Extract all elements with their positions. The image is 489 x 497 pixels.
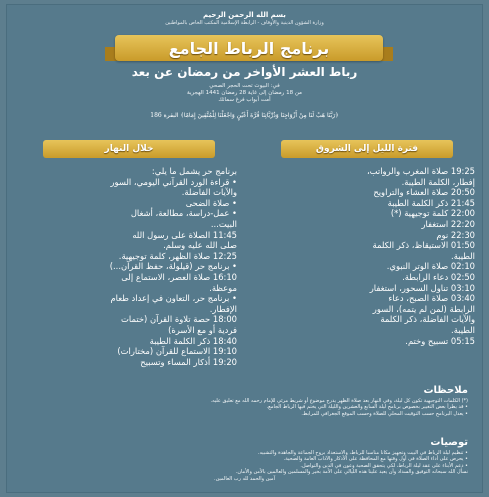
schedule-line: • برنامج حر، التعاون في إعداد طعام [110, 293, 237, 304]
schedule-line: 20:50 صلاة العشاء والتراويح [373, 187, 475, 198]
schedule-line: إفطار، الكلمة الطيبة. [401, 176, 475, 187]
schedule-line: • برنامج حر (قيلولة، حفظ القرآن...) [109, 261, 237, 272]
schedule-line: فردية أو مع الأسرة) [168, 324, 237, 335]
note-line: • قد يطرأ بعض التغيير بخصوص برنامج ليلة السابع والعشرين والليلة التي يختم فيها الرباط الجامع. [266, 404, 468, 411]
night-column [251, 140, 483, 360]
page-subtitle: رباط العشر الأواخر من رمضان عن بعد [131, 65, 358, 79]
schedule-line: 19:20 أذكار المساء وتسبيح [140, 356, 237, 367]
schedule-line: 18:40 ذكر الكلمة الطيبة [149, 335, 237, 346]
schedule-line: • عمل-دراسة، مطالعة، أشغال [130, 208, 237, 219]
schedule-line: صلى الله عليه وسلم. [163, 240, 237, 251]
schedule-line: • قراءة الورد القرآني اليومي، السور [110, 176, 237, 187]
day-column [13, 140, 245, 367]
schedule-line: الرابطة (لمن لم يتمه)، السور [372, 303, 475, 314]
schedule-line: والآيات الفاضلة. [181, 187, 237, 198]
schedule-line: 19:25 صلاة المغرب والرواتب، [366, 166, 475, 176]
note-line: • يعدل البرنامج حسب التوقيت المحلي للصلاة وحسب الموقع الجغرافي للمرابط. [301, 410, 468, 417]
schedule-line: 02:10 صلاة الوتر النبوي. [386, 261, 475, 272]
program-card [6, 4, 483, 493]
schedule-line: الطيبة. [451, 324, 475, 335]
schedule-line: 22:00 كلمة توجيهية (*) [390, 208, 475, 219]
schedule-line: 03:10 تناول السحور، استغفار [369, 282, 475, 293]
schedule-line: 01:50 الاستيقاظ، ذكر الكلمة [372, 240, 475, 251]
schedule-line: 21:45 ذكر الكلمة الطيبة [387, 197, 475, 208]
night-schedule [251, 166, 483, 346]
schedule-line: 03:40 صلاة الصبح، دعاء [388, 293, 475, 304]
schedule-line: • صلاة الضحى [185, 197, 237, 208]
schedule-line: 22:20 استغفار [421, 218, 475, 229]
schedule-line: 11:45 الصلاة على رسول الله [132, 229, 237, 240]
night-column-heading: فترة الليل إلى الشروق [281, 140, 453, 158]
day-schedule [13, 166, 245, 367]
recommendation-line: • دعم الأبناء على عقد ليلة الرباط، لكي يتحقق الصحبة وعون في الدين والتواصل. [300, 462, 468, 469]
schedule-line: البيت... [210, 218, 237, 229]
schedule-line: موعظة. [209, 282, 237, 293]
schedule-line: برنامج حر يشمل ما يلي: [151, 166, 237, 176]
recommendation-line: • تنظيم ليلة الرباط في البيت وتجهيز مكانا مناسبا للرباط، والاستعداد بروح الجماعة والجاهدة والتشبيه. [257, 450, 468, 456]
notes-heading: ملاحظات [423, 385, 468, 396]
recommendations-heading: توصيات [430, 437, 468, 448]
schedule-line: والآيات الفاضلة، ذكر الكلمة [380, 314, 475, 325]
schedule-line: 18:00 حصة تلاوة القرآن (ختمات [121, 314, 237, 325]
schedule-line: 22:30 نوم [436, 229, 475, 240]
schedule-line: 02:50 دعاء الرابطة. [402, 271, 475, 282]
schedule-line: 16:10 صلاة العصر، الاستماع إلى [121, 271, 237, 282]
basmala: بسم الله الرحمن الرحيم [203, 11, 286, 19]
organization-subhead: وزارة الشؤون الدينية والأوقاف - الرابطة الإسلامية المكتب الخاص بالمواطنين [165, 20, 324, 26]
page-title: برنامج الرباط الجامع [168, 38, 330, 58]
schedule-line: الطيبة. [451, 250, 475, 261]
closing-line: آمين والحمد لله رب العالمين. [214, 475, 275, 482]
schedule-line: 05:15 تسبيح وختم. [405, 335, 475, 346]
meta-block [7, 83, 482, 104]
schedule-line: 19:10 الاستماع للقرآن (مختارات) [117, 346, 237, 357]
recommendation-line: • يحرص على أداء الصلاة في أول وقتها مع المحافظة على الأذكار والآداب العامة والصحية. [283, 456, 468, 463]
note-line: (*) الكلمات التوجيهية تكون كل ليلة، وفي النهار بعد صلاة الظهر يدرج موضوع أو شريط مرئي للإمام رحمه الله مع تعليق عليه. [210, 398, 468, 404]
meta-note: أمت أبواب فرغ سمائك [218, 97, 271, 103]
meta-dates: من 18 رمضان إلى غاية 28 رمضان 1441 الهجرية [187, 90, 302, 96]
title-banner [115, 35, 383, 61]
schedule-line: 12:25 صلاة الظهر، كلمة توجيهية. [118, 250, 237, 261]
meta-location: في: البيوت تحت الحجر الصحي [209, 83, 280, 89]
day-column-heading: خلال النهار [43, 140, 215, 158]
notes-block [21, 398, 468, 417]
recommendations-block [21, 450, 468, 482]
quran-verse: ﴿رَبَّنَا هَبْ لَنَا مِنْ أَزْوَاجِنَا وَذُرِّيَّاتِنَا قُرَّةَ أَعْيُنٍ وَاجْعَلْنَا لِلْمُتَّقِينَ إِمَامًا﴾ البقرة 186 [150, 112, 339, 119]
recommendation-line: نسأل الله سبحانه التوفيق والسداد وأن يعيد علينا هذه الليالي على الأمة بخير والمسلمين والعالمين بالأمن والأمان. [235, 469, 468, 476]
schedule-line: الإفطار. [209, 303, 237, 314]
